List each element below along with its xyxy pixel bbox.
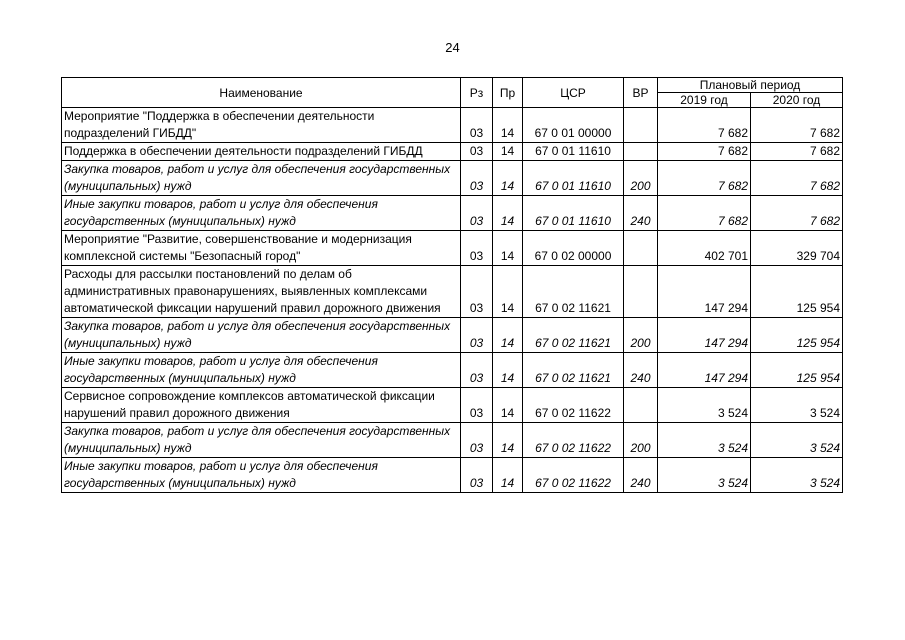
cell-name: Сервисное сопровождение комплексов автоматической фиксации нарушений правил дорожного движения — [62, 388, 461, 423]
cell-pr: 14 — [493, 266, 523, 318]
cell-pr: 14 — [493, 143, 523, 161]
cell-vr: 240 — [624, 196, 658, 231]
table-row — [62, 353, 843, 388]
cell-rz: 03 — [461, 423, 493, 458]
cell-2019: 7 682 — [658, 196, 751, 231]
cell-2019: 402 701 — [658, 231, 751, 266]
cell-rz: 03 — [461, 388, 493, 423]
cell-csr: 67 0 01 00000 — [523, 108, 624, 143]
cell-rz: 03 — [461, 196, 493, 231]
cell-rz: 03 — [461, 353, 493, 388]
header-csr: ЦСР — [523, 78, 624, 108]
table-row — [62, 196, 843, 231]
cell-vr — [624, 108, 658, 143]
cell-csr: 67 0 02 11622 — [523, 388, 624, 423]
table-row — [62, 388, 843, 423]
cell-rz: 03 — [461, 143, 493, 161]
header-vr: ВР — [624, 78, 658, 108]
cell-name: Иные закупки товаров, работ и услуг для обеспечения государственных (муниципальных) нужд — [62, 458, 461, 493]
cell-csr: 67 0 01 11610 — [523, 143, 624, 161]
cell-vr — [624, 143, 658, 161]
header-row — [62, 78, 843, 93]
cell-name: Мероприятие "Поддержка в обеспечении деятельности подразделений ГИБДД" — [62, 108, 461, 143]
cell-2019: 147 294 — [658, 266, 751, 318]
header-year-2020: 2020 год — [751, 93, 843, 108]
cell-2019: 7 682 — [658, 143, 751, 161]
table-row — [62, 423, 843, 458]
table-row — [62, 266, 843, 318]
cell-vr — [624, 231, 658, 266]
cell-vr: 240 — [624, 353, 658, 388]
page-number: 24 — [445, 40, 460, 55]
cell-vr: 200 — [624, 423, 658, 458]
cell-2020: 125 954 — [751, 318, 843, 353]
cell-csr: 67 0 02 11622 — [523, 423, 624, 458]
cell-2020: 7 682 — [751, 143, 843, 161]
cell-2020: 125 954 — [751, 353, 843, 388]
cell-2020: 7 682 — [751, 108, 843, 143]
cell-2019: 7 682 — [658, 108, 751, 143]
cell-2020: 7 682 — [751, 161, 843, 196]
cell-pr: 14 — [493, 108, 523, 143]
cell-2020: 3 524 — [751, 423, 843, 458]
cell-rz: 03 — [461, 231, 493, 266]
cell-2020: 7 682 — [751, 196, 843, 231]
cell-rz: 03 — [461, 318, 493, 353]
cell-name: Расходы для рассылки постановлений по делам об административных правонарушениях, выявленных комплексами автоматической фиксации нарушений правил дорожного движения — [62, 266, 461, 318]
cell-vr — [624, 388, 658, 423]
cell-2020: 3 524 — [751, 388, 843, 423]
cell-csr: 67 0 02 00000 — [523, 231, 624, 266]
cell-csr: 67 0 01 11610 — [523, 196, 624, 231]
cell-pr: 14 — [493, 196, 523, 231]
cell-pr: 14 — [493, 161, 523, 196]
cell-2020: 329 704 — [751, 231, 843, 266]
cell-vr: 200 — [624, 318, 658, 353]
cell-rz: 03 — [461, 458, 493, 493]
cell-pr: 14 — [493, 423, 523, 458]
cell-2019: 3 524 — [658, 388, 751, 423]
cell-csr: 67 0 02 11622 — [523, 458, 624, 493]
cell-2019: 3 524 — [658, 458, 751, 493]
cell-name: Закупка товаров, работ и услуг для обеспечения государственных (муниципальных) нужд — [62, 161, 461, 196]
cell-csr: 67 0 02 11621 — [523, 318, 624, 353]
header-pr: Пр — [493, 78, 523, 108]
cell-pr: 14 — [493, 231, 523, 266]
cell-name: Иные закупки товаров, работ и услуг для обеспечения государственных (муниципальных) нужд — [62, 353, 461, 388]
table-row — [62, 231, 843, 266]
cell-rz: 03 — [461, 161, 493, 196]
cell-2020: 125 954 — [751, 266, 843, 318]
table-body — [62, 108, 843, 493]
budget-table — [61, 77, 843, 493]
cell-2019: 3 524 — [658, 423, 751, 458]
cell-2019: 7 682 — [658, 161, 751, 196]
table-row — [62, 458, 843, 493]
cell-name: Мероприятие "Развитие, совершенствование и модернизация комплексной системы "Безопасный город" — [62, 231, 461, 266]
header-year-2019: 2019 год — [658, 93, 751, 108]
header-planned-period: Плановый период — [658, 78, 843, 93]
header-rz: Рз — [461, 78, 493, 108]
cell-pr: 14 — [493, 318, 523, 353]
cell-vr — [624, 266, 658, 318]
cell-csr: 67 0 02 11621 — [523, 353, 624, 388]
cell-2020: 3 524 — [751, 458, 843, 493]
cell-2019: 147 294 — [658, 318, 751, 353]
cell-name: Закупка товаров, работ и услуг для обеспечения государственных (муниципальных) нужд — [62, 423, 461, 458]
cell-name: Иные закупки товаров, работ и услуг для обеспечения государственных (муниципальных) нужд — [62, 196, 461, 231]
cell-name: Закупка товаров, работ и услуг для обеспечения государственных (муниципальных) нужд — [62, 318, 461, 353]
cell-pr: 14 — [493, 458, 523, 493]
table-row — [62, 143, 843, 161]
cell-rz: 03 — [461, 266, 493, 318]
cell-csr: 67 0 02 11621 — [523, 266, 624, 318]
cell-pr: 14 — [493, 353, 523, 388]
cell-pr: 14 — [493, 388, 523, 423]
header-name: Наименование — [62, 78, 461, 108]
table-row — [62, 108, 843, 143]
cell-vr: 200 — [624, 161, 658, 196]
cell-2019: 147 294 — [658, 353, 751, 388]
cell-rz: 03 — [461, 108, 493, 143]
table-row — [62, 318, 843, 353]
cell-vr: 240 — [624, 458, 658, 493]
table-row — [62, 161, 843, 196]
cell-name: Поддержка в обеспечении деятельности подразделений ГИБДД — [62, 143, 461, 161]
cell-csr: 67 0 01 11610 — [523, 161, 624, 196]
